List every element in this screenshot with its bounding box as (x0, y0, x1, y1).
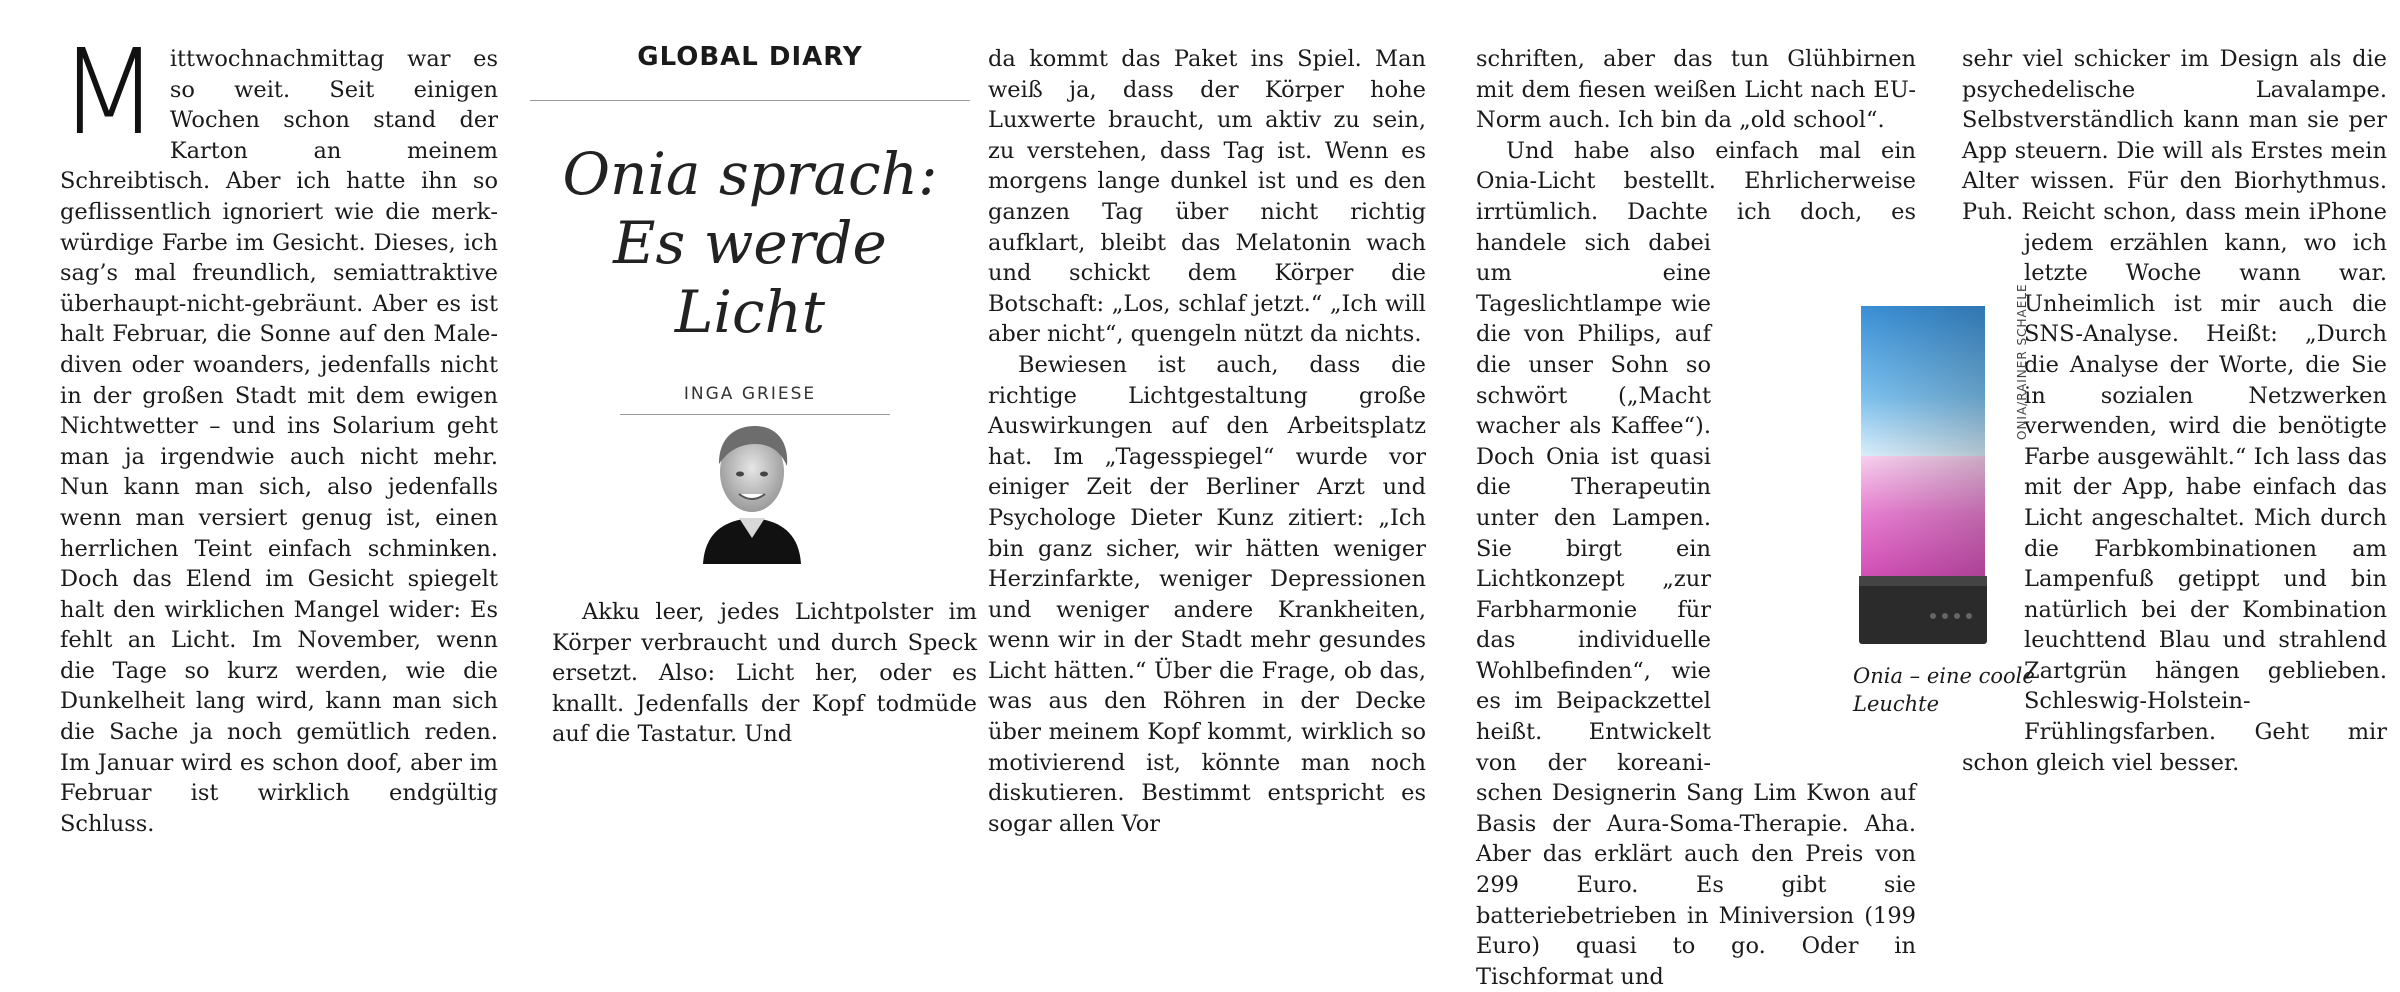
drop-cap: M (58, 23, 160, 161)
caption-line: Onia – eine coole (1853, 664, 2035, 688)
headline (530, 140, 970, 347)
photo-credit: ONIA/RAINER SCHAELE (2015, 283, 2029, 440)
column-3-paragraph: da kommt das Paket ins Spiel. Man weiß ja, dass der Körper hohe Luxwerte braucht, um aktiv zu sein, zu verstehen, dass Tag ist. Wenn es morgens lange dunkel ist und es den ganzen Tag über nicht richtig aufklart, bleibt das Melatonin wach und schickt dem Körper die Botschaft: „Los, schlaf jetzt.“ „Ich will aber nicht“, quengeln nützt da nichts. (988, 46, 1426, 348)
column-2-text: Akku leer, jedes Lichtpolster im Körper verbraucht und durch Speck ersetzt. Also: Licht her, oder es knallt. Jedenfalls der Kopf todmüde auf die Tastatur. Und (552, 599, 977, 748)
caption-line: Leuchte (1853, 692, 1940, 716)
column-3-paragraph: Bewiesen ist auch, dass die richtige Lichtgestaltung große Auswirkungen auf den Arbeitsplatz hat. Im „Tagesspiegel“ wurde vor einiger Zeit der Berliner Arzt und Psychologe Dieter Kunz zitiert: „Ich bin ganz sicher, wir hätten weniger Herzinfarkte, weniger Depressionen und weniger andere Krankheiten, wenn wir in der Stadt mehr gesundes Licht hätten.“ Über die Frage, ob das, was aus den Röhren in der Decke über meinem Kopf kommt, wirklich so motivierend ist, könnte man noch diskutieren. Bestimmt entspricht es sogar allen Vor (988, 351, 1426, 837)
column-4-paragraph: schriften, aber das tun Glühbirnen mit dem fiesen weißen Licht nach EU-Norm auch. Ich bin da „old school“. (1476, 46, 1916, 134)
author-portrait (695, 414, 809, 564)
column-5-text: sehr viel schicker im Design als die psychedelische Lavalampe. Selbstverständlich kann man sie per App steuern. Die will als Erstes mein Alter wissen. Für den Biorhythmus. Puh. Reicht schon, dass mein iPhone jedem erzählen kann, wo ich letzte Woche wann war. Unheimlich ist mir auch die SNS-Analyse. Heißt: „Durch die Analyse der Worte, die Sie in sozialen Netzwerken verwenden, wird die benötigte Farbe ausgewählt.“ Ich lass das mit der App, habe einfach das Licht angeschaltet. Mich durch die Farbkombinationen am Lampenfuß getippt und bin natürlich bei der Kombination leuchttend Blau und strahlend Zartgrün hängen geblieben. Schleswig-Holstein-Frühlingsfarben. Geht mir schon gleich viel besser. (1962, 46, 2387, 776)
headline-line: Licht (674, 278, 826, 346)
kicker-rule (530, 100, 970, 101)
onia-lamp-image (1853, 300, 1993, 650)
article-column-1 (58, 23, 498, 839)
author-byline: INGA GRIESE (683, 384, 817, 404)
headline-line: Onia sprach: (562, 140, 938, 208)
column-1-text: ittwochnachmittag war es so weit. Seit einigen Wochen schon stand der Karton an meinem Schreibtisch. Aber ich hatte ihn so geflissentlich ignoriert wie die merkwürdige Farbe im Gesicht. Dieses, ich sag’s mal freundlich, semiattraktive überhaupt-nicht-gebräunt. Aber es ist halt Februar, die Sonne auf den Malediven oder woanders, jedenfalls nicht in der großen Stadt mit dem ewigen Nichtwetter – und ins Solarium geht man ja irgendwie auch nicht mehr. Nun kann man sich, also jedenfalls wenn man versiert genug ist, einen herrlichen Teint einfach schminken. Doch das Elend im Gesicht spiegelt halt den wirklichen Mangel wider: Es fehlt an Licht. Im November, wenn die Tage so kurz werden, wie die Dunkelheit lang wird, kann man sich die Sache ja noch gemütlich reden. Im Januar wird es schon doof, aber im Februar ist wirklich endgültig Schluss. (60, 46, 498, 837)
image-caption (1853, 662, 2035, 718)
article-column-3 (988, 44, 1426, 839)
section-kicker: GLOBAL DIARY (637, 42, 863, 72)
column-4-paragraph: Und habe also einfach mal ein Onia-Licht bestellt. Ehrlicherweise irrtümlich. Dachte ich doch, es handele sich dabei um eine Tageslichtlampe wie die von Philips, auf die unser Sohn so schwört („Macht wacher als Kaffee“). Doch Onia ist quasi die Therapeutin unter den Lampen. Sie birgt ein Lichtkonzept „zur Farbharmonie für das individuelle Wohlbefinden“, wie es im Beipackzettel heißt. Entwickelt von der koreanischen Designerin Sang Lim Kwon auf Basis der Aura-Soma-Therapie. Aha. Aber das erklärt auch den Preis von 299 Euro. Es gibt sie batteriebetrieben in Miniversion (199 Euro) quasi to go. Oder in Tischformat und (1476, 137, 1916, 990)
headline-line: Es werde (613, 209, 887, 277)
article-column-2 (552, 597, 977, 750)
article-column-4 (1476, 44, 1916, 992)
